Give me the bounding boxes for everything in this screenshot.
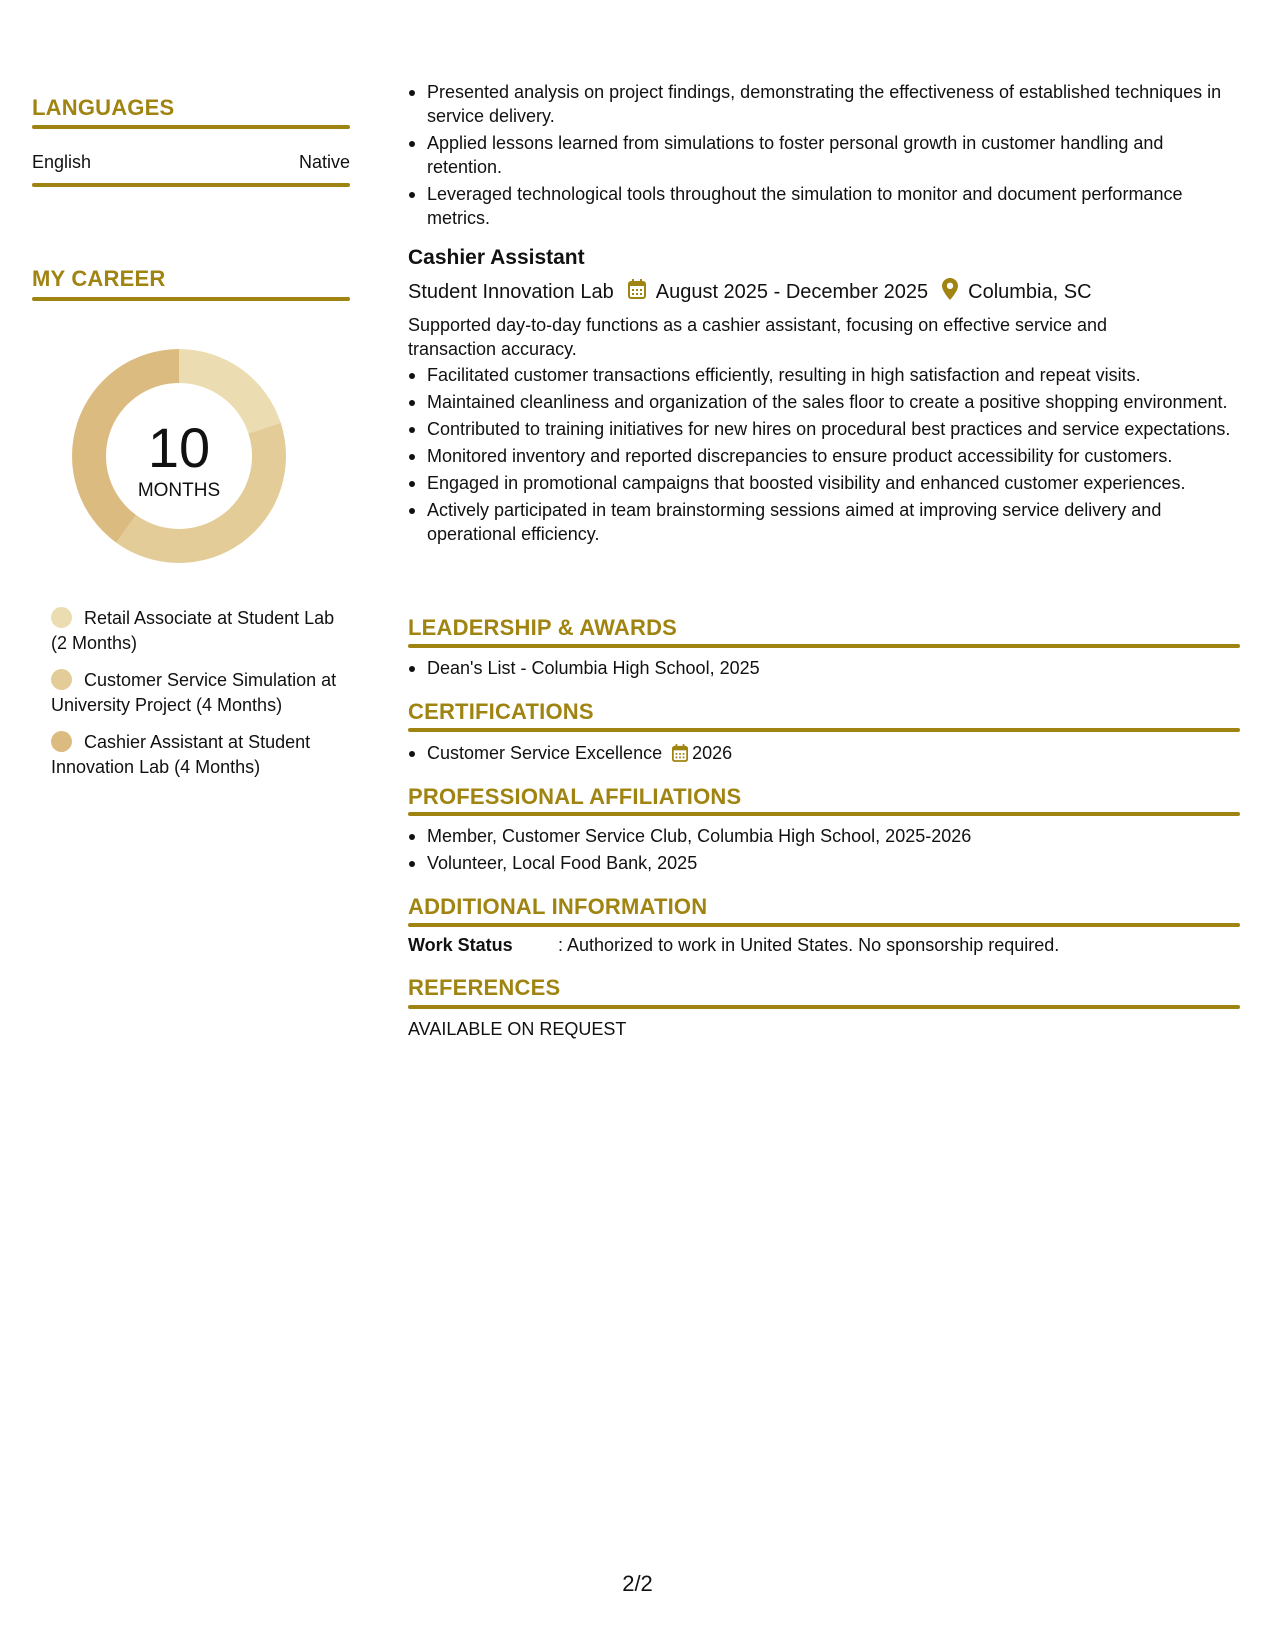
list-item	[408, 741, 1240, 768]
additional-info-title: ADDITIONAL INFORMATION	[408, 894, 708, 919]
job-title: Cashier Assistant	[408, 246, 585, 269]
language-level: Native	[298, 152, 350, 172]
languages-rule-top	[32, 125, 350, 129]
languages-title: LANGUAGES	[32, 95, 175, 120]
career-legend	[51, 606, 341, 792]
list-item: Presented analysis on project findings, demonstrating the effectiveness of established techniques in service delivery.	[408, 80, 1240, 128]
list-item: Facilitated customer transactions efficiently, resulting in high satisfaction and repeat visits.	[408, 363, 1240, 387]
work-status-label: Work Status	[408, 935, 513, 955]
job-location: Columbia, SC	[968, 280, 1092, 303]
job-meta	[408, 278, 1092, 306]
language-row	[32, 152, 350, 173]
references-text: AVAILABLE ON REQUEST	[408, 1019, 627, 1039]
legend-item	[51, 730, 341, 780]
list-item: Dean's List - Columbia High School, 2025	[408, 656, 1240, 680]
certifications-rule	[408, 728, 1240, 732]
language-name: English	[32, 152, 92, 172]
legend-dot	[51, 731, 72, 752]
legend-dot	[51, 669, 72, 690]
awards-list	[408, 656, 1240, 680]
career-title: MY CAREER	[32, 266, 166, 291]
page-number: 2/2	[622, 1571, 653, 1596]
list-item: Maintained cleanliness and organization of the sales floor to create a positive shopping environment.	[408, 390, 1240, 414]
additional-info-rule	[408, 923, 1240, 927]
certifications-list	[408, 741, 1240, 768]
awards-rule	[408, 644, 1240, 648]
list-item: Contributed to training initiatives for new hires on procedural best practices and service expectations.	[408, 417, 1240, 441]
certification-name: Customer Service Excellence	[427, 743, 663, 763]
references-rule	[408, 1005, 1240, 1009]
career-total-value: 10	[147, 416, 211, 479]
map-pin-icon	[942, 278, 958, 306]
work-status-value: : Authorized to work in United States. No sponsorship required.	[558, 935, 1060, 955]
job-description: Supported day-to-day functions as a cashier assistant, focusing on effective service and transaction accuracy.	[408, 315, 1108, 359]
awards-title: LEADERSHIP & AWARDS	[408, 615, 678, 640]
list-item: Leveraged technological tools throughout the simulation to monitor and document performance metrics.	[408, 182, 1240, 230]
certifications-title: CERTIFICATIONS	[408, 699, 594, 724]
legend-label: Retail Associate at Student Lab (2 Months)	[51, 608, 335, 653]
affiliations-title: PROFESSIONAL AFFILIATIONS	[408, 784, 742, 809]
calendar-icon	[628, 279, 646, 305]
calendar-icon	[672, 744, 688, 768]
legend-item	[51, 668, 341, 718]
list-item: Member, Customer Service Club, Columbia High School, 2025-2026	[408, 824, 1240, 848]
affiliations-rule	[408, 812, 1240, 816]
career-rule	[32, 297, 350, 301]
list-item: Applied lessons learned from simulations to foster personal growth in customer handling and retention.	[408, 131, 1240, 179]
affiliations-list	[408, 824, 1240, 878]
certification-year: 2026	[692, 743, 733, 763]
list-item: Volunteer, Local Food Bank, 2025	[408, 851, 1240, 875]
list-item: Engaged in promotional campaigns that boosted visibility and enhanced customer experiences.	[408, 471, 1240, 495]
legend-label: Cashier Assistant at Student Innovation Lab (4 Months)	[51, 732, 311, 777]
job-company: Student Innovation Lab	[408, 280, 614, 303]
list-item: Actively participated in team brainstorming sessions aimed at improving service delivery and operational efficiency.	[408, 498, 1240, 546]
list-item: Monitored inventory and reported discrepancies to ensure product accessibility for customers.	[408, 444, 1240, 468]
job-bullets	[408, 363, 1240, 549]
legend-label: Customer Service Simulation at University Project (4 Months)	[51, 670, 337, 715]
languages-rule-bottom	[32, 183, 350, 187]
work-status-row	[408, 935, 1059, 956]
legend-dot	[51, 607, 72, 628]
career-total-unit: MONTHS	[137, 480, 221, 501]
previous-job-bullets	[408, 80, 1240, 233]
references-title: REFERENCES	[408, 975, 561, 1000]
job-dates: August 2025 - December 2025	[655, 280, 929, 303]
legend-item	[51, 606, 341, 656]
